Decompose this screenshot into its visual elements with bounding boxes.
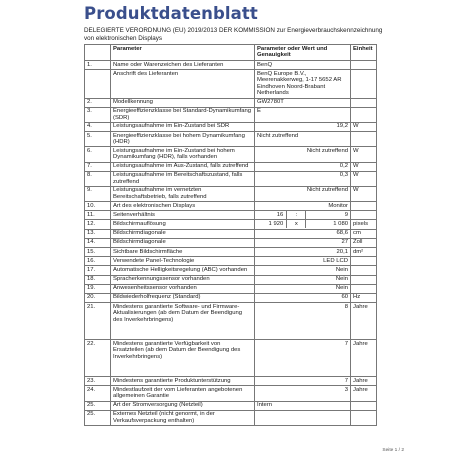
row-unit (351, 211, 377, 220)
row-number: 20. (85, 293, 111, 302)
table-row (85, 122, 377, 131)
row-value: Nein (255, 275, 351, 284)
row-number: 18. (85, 275, 111, 284)
row-number: 22. (85, 340, 111, 377)
row-parameter: Mindestlaufzeit der vom Lieferanten angebotenen allgemeinen Garantie (111, 386, 255, 401)
row-value: 27 (255, 238, 351, 247)
table-row (85, 293, 377, 302)
row-unit: W (351, 122, 377, 131)
row-parameter: Modellkennung (111, 98, 255, 107)
row-parameter: Automatische Helligkeitsregelung (ABC) vorhanden (111, 266, 255, 275)
table-row (85, 61, 377, 70)
row-parameter: Sichtbare Bildschirmfläche (111, 248, 255, 257)
row-parameter: Verwendete Panel-Technologie (111, 257, 255, 266)
row-unit (351, 257, 377, 266)
table-row (85, 186, 377, 201)
table-row (85, 220, 377, 229)
row-parameter: Anschrift des Lieferanten (111, 70, 255, 98)
row-value: 0,2 (255, 162, 351, 171)
value-separator: : (287, 211, 306, 219)
row-unit (351, 266, 377, 275)
row-value: 20,1 (255, 248, 351, 257)
table-row (85, 266, 377, 275)
row-number: 5. (85, 132, 111, 147)
row-number: 7. (85, 162, 111, 171)
row-number: 11. (85, 211, 111, 220)
row-value: GW2780T (255, 98, 351, 107)
table-row (85, 171, 377, 186)
row-value: 0,3 (255, 171, 351, 186)
row-unit (351, 107, 377, 122)
row-number: 6. (85, 147, 111, 162)
row-unit: W (351, 171, 377, 186)
row-number: 1. (85, 61, 111, 70)
row-unit (351, 275, 377, 284)
row-unit (351, 410, 377, 425)
table-row (85, 211, 377, 220)
table-row (85, 377, 377, 386)
row-value: 8 (255, 303, 351, 340)
row-number (85, 70, 111, 98)
row-value: 7 (255, 340, 351, 377)
row-parameter: Bildschirmdiagonale (111, 238, 255, 247)
row-unit: Hz (351, 293, 377, 302)
table-row (85, 284, 377, 293)
row-unit (351, 284, 377, 293)
row-number: 16. (85, 257, 111, 266)
row-number: 23. (85, 377, 111, 386)
table-row (85, 229, 377, 238)
table-row (85, 275, 377, 284)
row-value: BenQ Europe B.V., Meerenakkerweg, 1-17 5652 AR Eindhoven Noord-Brabant Netherlands (255, 70, 351, 98)
row-value: 3 (255, 386, 351, 401)
header-number (85, 45, 111, 61)
row-parameter: Art der Stromversorgung (Netzteil) (111, 401, 255, 410)
value-part-right: 9 (344, 211, 348, 218)
row-number: 13. (85, 229, 111, 238)
row-unit (351, 202, 377, 211)
row-value: E (255, 107, 351, 122)
row-parameter: Mindestens garantierte Produktunterstützung (111, 377, 255, 386)
row-number: 10. (85, 202, 111, 211)
row-parameter: Seitenverhältnis (111, 211, 255, 220)
row-parameter: Mindestens garantierte Verfügbarkeit von Ersatzteilen (ab dem Datum der Beendigung des Inverkehrbringens) (111, 340, 255, 377)
table-row (85, 386, 377, 401)
document-title: Produktdatenblatt (84, 4, 258, 23)
row-value: 19,2 (255, 122, 351, 131)
row-value (255, 220, 351, 229)
table-row (85, 107, 377, 122)
row-parameter: Anwesenheitssensor vorhanden (111, 284, 255, 293)
row-value: Nicht zutreffend (255, 147, 351, 162)
row-unit: cm (351, 229, 377, 238)
row-number: 19. (85, 284, 111, 293)
row-unit (351, 70, 377, 98)
row-parameter: Spracherkennungssensor vorhanden (111, 275, 255, 284)
row-parameter: Bildschirmdiagonale (111, 229, 255, 238)
row-parameter: Leistungsaufnahme im Aus-Zustand, falls zutreffend (111, 162, 255, 171)
row-number: 24. (85, 386, 111, 401)
row-parameter: Name oder Warenzeichen des Lieferanten (111, 61, 255, 70)
row-value: Nicht zutreffend (255, 186, 351, 201)
row-unit: dm² (351, 248, 377, 257)
row-value: Nicht zutreffend (255, 132, 351, 147)
row-unit: W (351, 162, 377, 171)
row-value: Monitor (255, 202, 351, 211)
table-header-row (85, 45, 377, 61)
row-parameter: Leistungsaufnahme im Ein-Zustand bei SDR (111, 122, 255, 131)
row-unit: W (351, 186, 377, 201)
header-value: Parameter oder Wert und Genauigkeit (255, 45, 351, 61)
row-unit (351, 98, 377, 107)
row-number: 8. (85, 171, 111, 186)
page-number: Seite 1 / 2 (382, 448, 404, 453)
row-unit: Jahre (351, 303, 377, 340)
row-value (255, 211, 351, 220)
product-data-table (84, 44, 377, 426)
row-number: 15. (85, 248, 111, 257)
row-parameter: Leistungsaufnahme im Bereitschaftszustand, falls zutreffend (111, 171, 255, 186)
table-row (85, 340, 377, 377)
regulation-intro: DELEGIERTE VERORDNUNG (EU) 2019/2013 DER KOMMISSION zur Energieverbrauchskennzeichnung von elektronischen Displays (84, 27, 383, 42)
row-value: BenQ (255, 61, 351, 70)
header-unit: Einheit (351, 45, 377, 61)
row-value: Nein (255, 266, 351, 275)
value-part-left: 1 920 (255, 220, 287, 228)
row-number: 2. (85, 98, 111, 107)
table-row (85, 257, 377, 266)
row-value: 68,6 (255, 229, 351, 238)
table-row (85, 147, 377, 162)
row-parameter: Energieeffizienzklasse bei hohem Dynamikumfang (HDR) (111, 132, 255, 147)
row-value: 60 (255, 293, 351, 302)
value-separator: x (287, 220, 306, 228)
row-value: LED LCD (255, 257, 351, 266)
row-number: 25. (85, 401, 111, 410)
table-row (85, 132, 377, 147)
row-unit (351, 61, 377, 70)
table-row (85, 238, 377, 247)
row-unit: Zoll (351, 238, 377, 247)
row-value: 7 (255, 377, 351, 386)
row-parameter: Bildwiederholfrequenz (Standard) (111, 293, 255, 302)
header-parameter: Parameter (111, 45, 255, 61)
table-row (85, 401, 377, 410)
row-unit: W (351, 147, 377, 162)
row-number: 12. (85, 220, 111, 229)
table-row (85, 410, 377, 425)
row-value: Intern (255, 401, 351, 410)
table-row (85, 162, 377, 171)
row-value (255, 410, 351, 425)
row-number: 14. (85, 238, 111, 247)
row-parameter: Leistungsaufnahme im vernetzten Bereitschaftsbetrieb, falls zutreffend (111, 186, 255, 201)
row-parameter: Leistungsaufnahme im Ein-Zustand bei hohem Dynamikumfang (HDR), falls vorhanden (111, 147, 255, 162)
row-unit: pixels (351, 220, 377, 229)
row-parameter: Bildschirmauflösung (111, 220, 255, 229)
row-parameter: Mindestens garantierte Software- und Firmware-Aktualisierungen (ab dem Datum der Beendigung des Inverkehrbringens) (111, 303, 255, 340)
row-number: 17. (85, 266, 111, 275)
row-unit: Jahre (351, 340, 377, 377)
row-parameter: Externes Netzteil (nicht genormt, in der Verkaufsverpackung enthalten) (111, 410, 255, 425)
value-part-right: 1 080 (333, 220, 348, 227)
row-unit (351, 132, 377, 147)
row-parameter: Art des elektronischen Displays (111, 202, 255, 211)
row-unit: Jahre (351, 386, 377, 401)
row-unit (351, 401, 377, 410)
row-value: Nein (255, 284, 351, 293)
table-row (85, 202, 377, 211)
row-parameter: Energieeffizienzklasse bei Standard-Dynamikumfang (SDR) (111, 107, 255, 122)
row-number: 25. (85, 410, 111, 425)
table-row (85, 248, 377, 257)
row-number: 4. (85, 122, 111, 131)
row-number: 3. (85, 107, 111, 122)
row-number: 9. (85, 186, 111, 201)
row-unit: Jahre (351, 377, 377, 386)
table-row (85, 303, 377, 340)
value-part-left: 16 (255, 211, 287, 219)
table-row (85, 98, 377, 107)
row-number: 21. (85, 303, 111, 340)
table-row (85, 70, 377, 98)
